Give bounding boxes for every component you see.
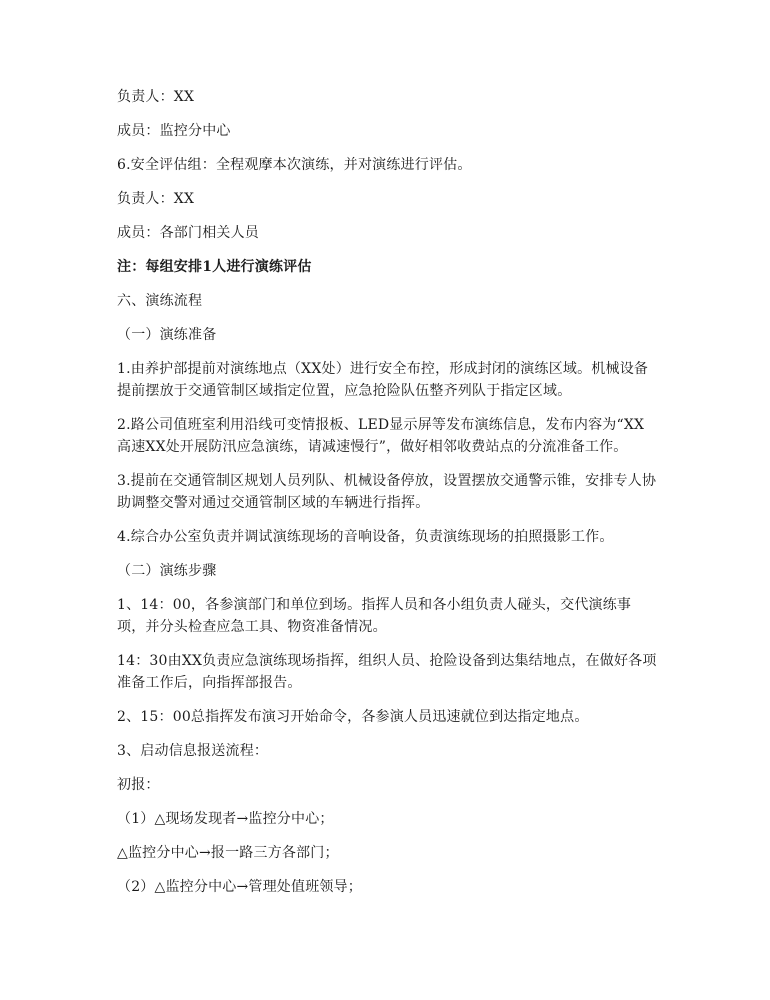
paragraph: 2.路公司值班室利用沿线可变情报板、LED显示屏等发布演练信息，发布内容为“XX高速XX处开展防汛应急演练，请减速慢行”，做好相邻收费站点的分流准备工作。 [117, 417, 645, 455]
subsection-heading: （二）演练步骤 [117, 563, 217, 579]
paragraph: 3.提前在交通管制区规划人员列队、机械设备停放，设置摆放交通警示锥，安排专人协助调整交警对通过交通管制区域的车辆进行指挥。 [117, 473, 657, 511]
paragraph: 负责人：XX [117, 89, 195, 105]
paragraph: 4.综合办公室负责并调试演练现场的音响设备，负责演练现场的拍照摄影工作。 [117, 529, 614, 545]
paragraph: 成员：监控分中心 [117, 123, 231, 139]
paragraph: 负责人：XX [117, 191, 195, 207]
note-paragraph: 注：每组安排1人进行演练评估 [117, 259, 312, 275]
paragraph: 3、启动信息报送流程： [117, 743, 269, 759]
paragraph: 初报： [117, 777, 160, 793]
section-heading: 六、演练流程 [117, 293, 203, 309]
paragraph: 6.安全评估组：全程观摩本次演练，并对演练进行评估。 [117, 157, 472, 173]
document-body [117, 86, 657, 910]
paragraph: △监控分中心→报一路三方各部门； [117, 845, 339, 861]
paragraph: 14：30由XX负责应急演练现场指挥，组织人员、抢险设备到达集结地点，在做好各项准备工作后，向指挥部报告。 [117, 653, 657, 691]
paragraph: 成员：各部门相关人员 [117, 225, 259, 241]
paragraph: 1.由养护部提前对演练地点（XX处）进行安全布控，形成封闭的演练区域。机械设备提前摆放于交通管制区域指定位置，应急抢险队伍整齐列队于指定区域。 [117, 361, 649, 399]
paragraph: 2、15：00总指挥发布演习开始命令，各参演人员迅速就位到达指定地点。 [117, 709, 589, 725]
paragraph: （1）△现场发现者→监控分中心； [117, 811, 334, 827]
paragraph: 1、14：00，各参演部门和单位到场。指挥人员和各小组负责人碰头，交代演练事项，并分头检查应急工具、物资准备情况。 [117, 597, 632, 635]
paragraph: （2）△监控分中心→管理处值班领导； [117, 879, 363, 895]
subsection-heading: （一）演练准备 [117, 327, 217, 343]
